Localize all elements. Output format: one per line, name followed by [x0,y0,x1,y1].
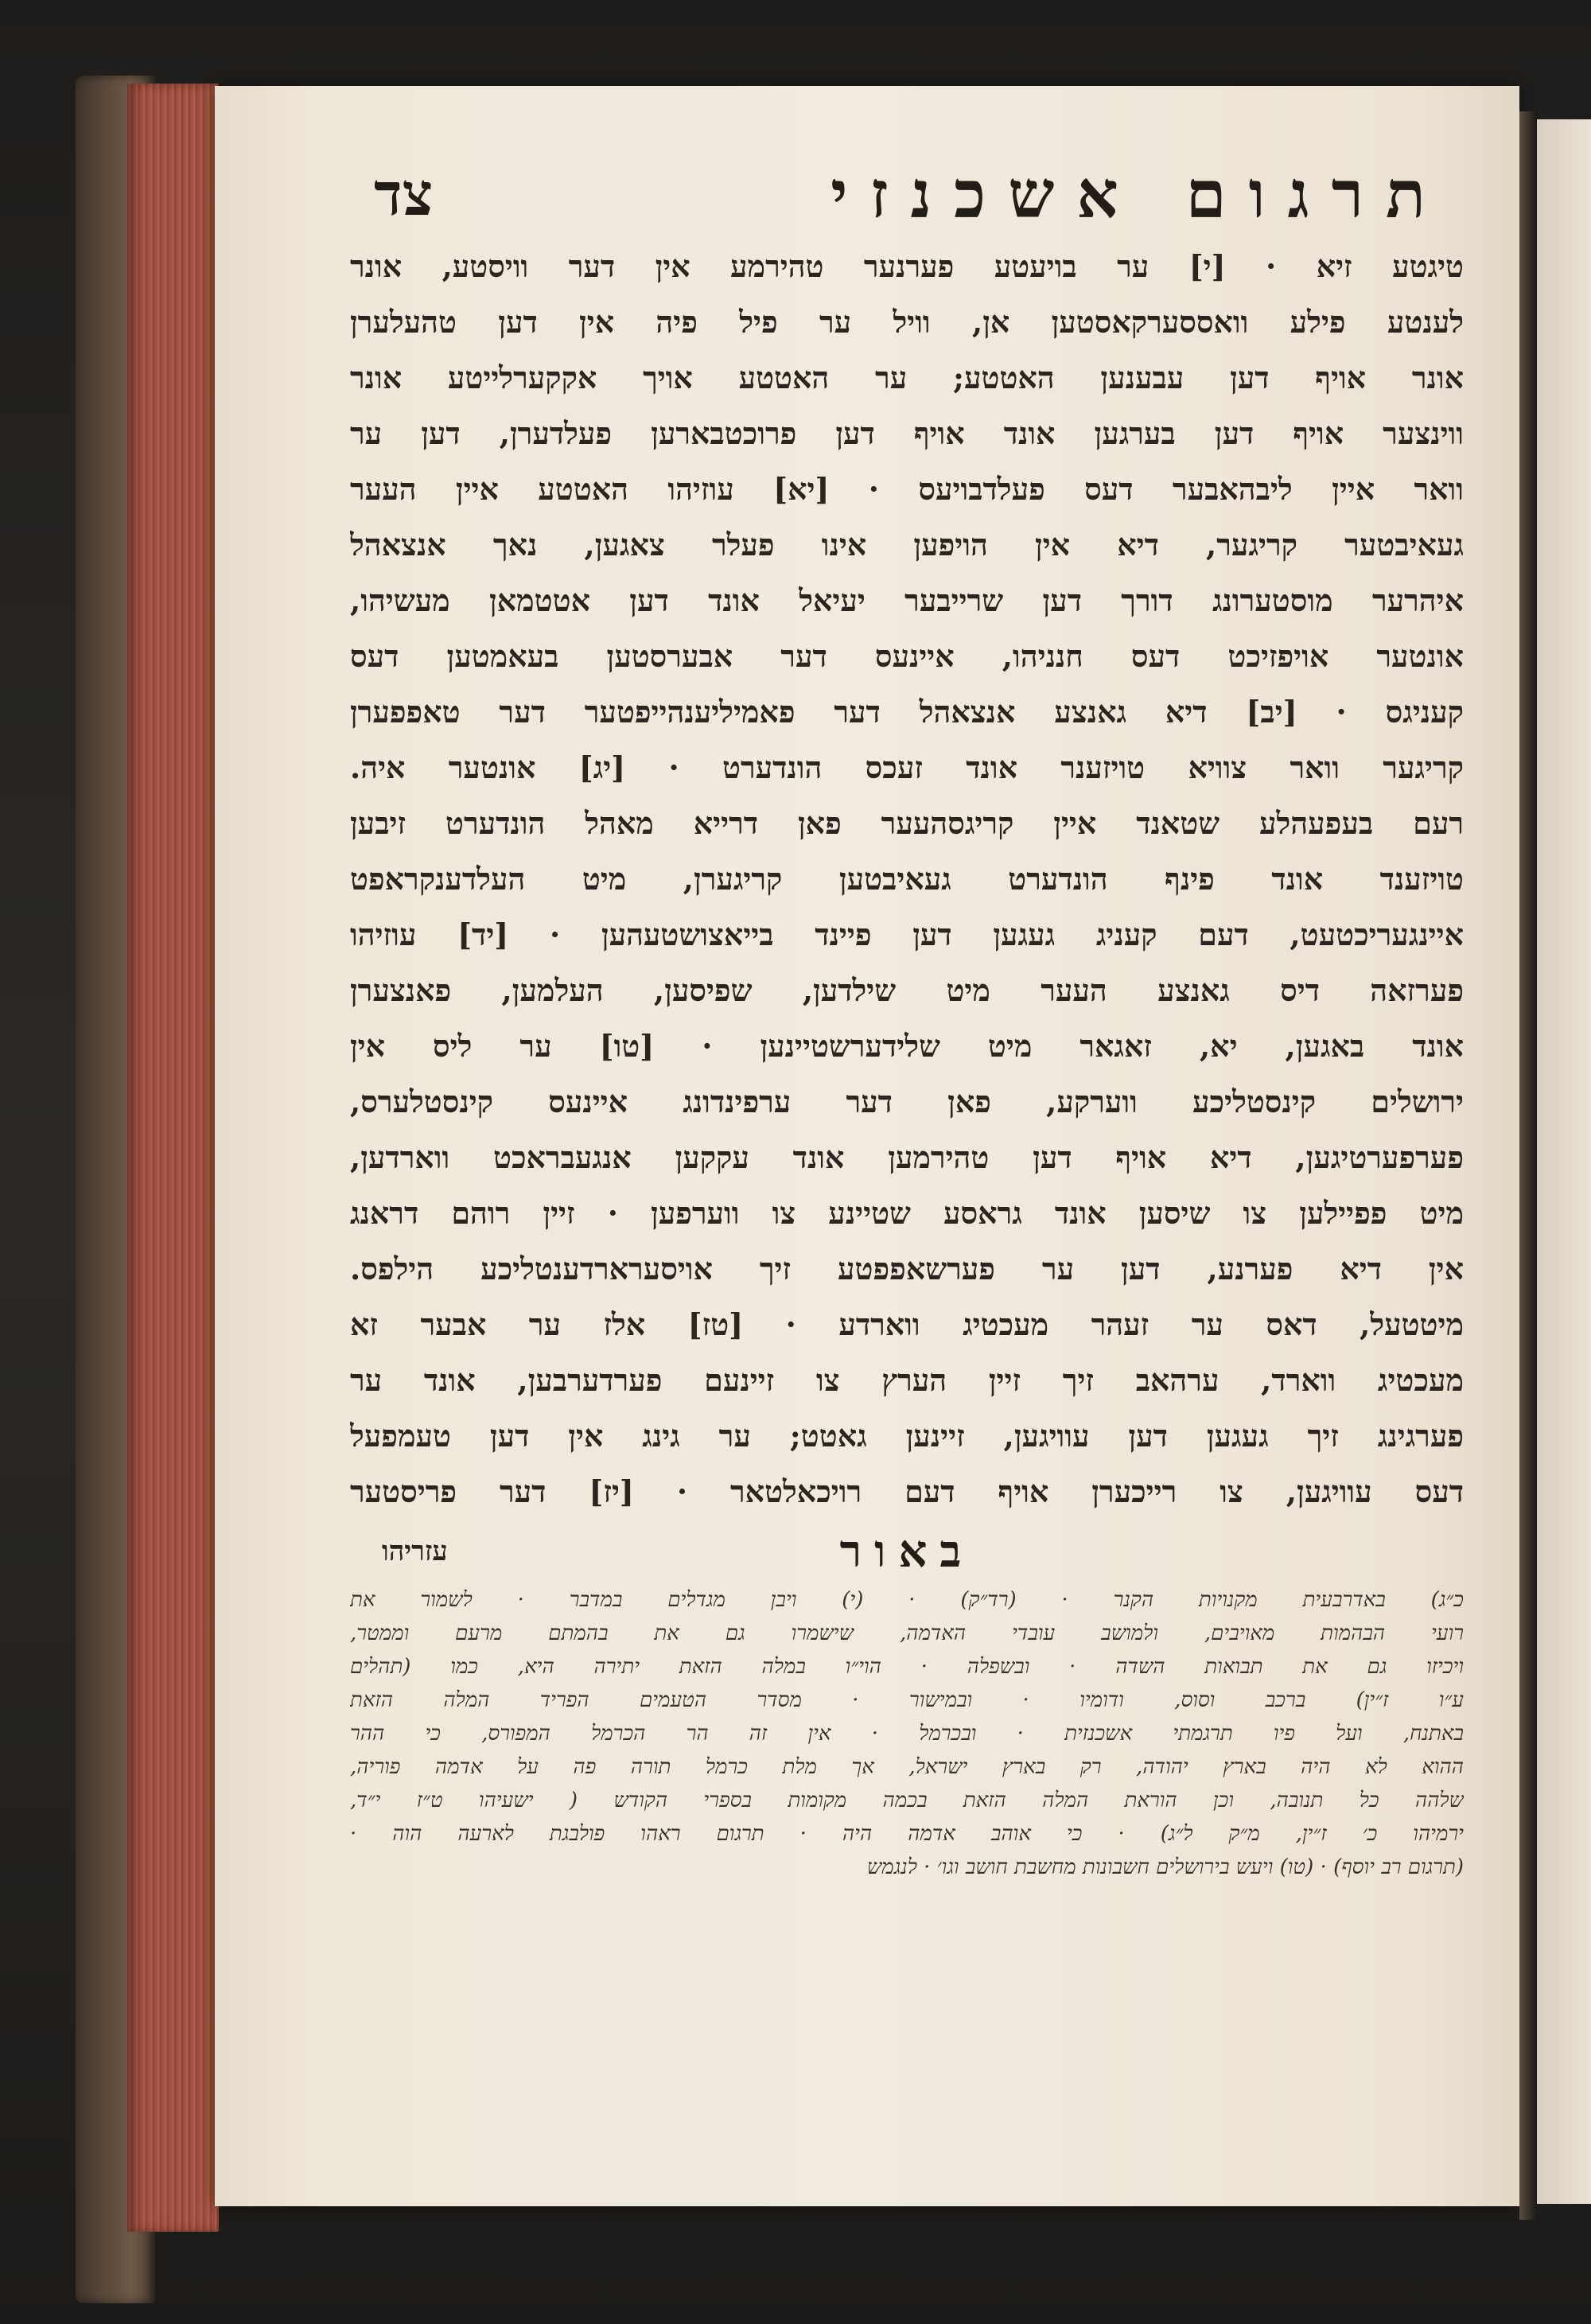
text-line: אין דיא פערנע, דען ער פערשאפפטע זיך אויסערארדענטליכע הילפס. [350,1251,1464,1287]
page-header [350,151,1464,239]
commentary-line: (תרגום רב יוסף) · (טו) ויעש בירושלים חשבונות מחשבת חושב וגו׳ · לנגמש [866,1855,1464,1879]
text-line: דעס עוויגען, צו רייכערן אויף דעם רויכאלטאר · [יז] דער פריסטער [350,1473,1464,1509]
commentary-line: כ״ג) באדרבעית מקנויות הקנר · (רד״ק) · (י) ויבן מגדלים במדבר · לשמור את [350,1588,1464,1612]
commentary-header [350,1520,1464,1583]
text-line: אונטער אויפזיכט דעס חנניהו, איינעס דער אבערסטען בעאמטען דעס [350,638,1464,674]
commentary-line: רועי הבהמות מאויבים, ולמושב עובדי האדמה, שישמרו גם את בהמתם מרעם וממטר, [350,1621,1464,1645]
running-title: תרגום אשכנזי [831,157,1448,233]
text-line: מעכטיג ווארד, ערהאב זיך זיין הערץ צו זיינעם פערדערבען, אונד ער [350,1362,1464,1398]
commentary-text [350,1583,1464,1884]
text-line: פערזאה דיס גאנצע העער מיט שילדען, שפיסען, העלמען, פאנצערן [350,972,1464,1008]
text-line: אונר אויף דען עבענען האטטע; ער האטטע אויך אקקערלייטע אונר [350,360,1464,395]
text-line: טיגטע זיא · [י] ער בויעטע פערנער טהירמע אין דער וויסטע, אונר [350,248,1464,284]
commentary-line: שלהה כל תנובה, וכן הוראת המלה הזאת בכמה מקומות בספרי הקודש ( ישעיהו ט״ז י״ד, [350,1789,1464,1812]
page-edges [127,84,219,2232]
text-line: איינגעריכטעט, דעם קעניג געגען דען פיינד בייאצושטעהען · [יד] עוזיהו [350,917,1464,952]
commentary-line: ההוא לא היה בארץ יהודה, רק בארץ ישראל, אך מלת כרמל תורה פה על אדמה פוריה, [350,1755,1464,1779]
text-line: רעם בעפעהלע שטאנד איין קריגסהעער פאן דרייא מאהל הונדערט זיבען [350,805,1464,841]
commentary-line: ירמיהו כ׳ ז״ין, מ״ק ל״ג) · כי אוהב אדמה היה · תרגום ראהו פולבגת לארעה הוה · [350,1822,1464,1846]
text-line: טויזענד אונד פינף הונדערט געאיבטען קריגערן, מיט העלדענקראפט [350,861,1464,897]
text-line: ווינצער אויף דען בערגען אונד אויף דען פרוכטבארען פעלדערן, דען ער [350,415,1464,451]
commentary-title: באור [839,1525,974,1578]
book-gutter [1519,111,1537,2220]
text-line: פערפערטיגען, דיא אויף דען טהירמען אונד עקקען אנגעבראכט ווארדען, [350,1139,1464,1175]
facing-page-edge [1537,119,1591,2204]
catchword: עזריהו [382,1536,448,1567]
text-line: קעניגס · [יב] דיא גאנצע אנצאהל דער פאמיליענהייפטער דער טאפפערן [350,694,1464,730]
text-line: ירושלים קינסטליכע ווערקע, פאן דער ערפינדונג איינעס קינסטלערס, [350,1084,1464,1119]
text-line: מיט פפיילען צו שיסען אונד גראסע שטיינע צו ווערפען · זיין רוהם דראנג [350,1195,1464,1231]
text-line: געאיבטער קריגער, דיא אין הויפען אינו פעלר צאגען, נאך אנצאהל [350,527,1464,563]
page-number: צד [374,160,434,229]
text-line: לענטע פילע וואססערקאסטען אן, וויל ער פיל פיה אין דען טהעלערן [350,304,1464,340]
main-translation-text [350,239,1464,1520]
page-content [350,151,1464,1884]
text-line: וואר איין ליבהאבער דעס פעלדבויעס · [יא] עוזיהו האטטע איין העער [350,471,1464,507]
text-line: מיטטעל, דאס ער זעהר מעכטיג ווארדע · [טז] אלז ער אבער זא [350,1306,1464,1342]
commentary-line: באתנח, ועל פיו תרגמתי אשכנזית · ובכרמל · אין זה הר הכרמל המפורס, כי ההר [350,1722,1464,1746]
text-line: קריגער וואר צוויא טויזענר אונד זעכס הונדערט · [יג] אונטער איה. [350,749,1464,785]
text-line: אונד באגען, יא, זאגאר מיט שלידערשטיינען · [טו] ער ליס אין [350,1028,1464,1064]
text-line: איהרער מוסטערונג דורך דען שרייבער יעיאל אונד דען אטטמאן מעשיהו, [350,582,1464,618]
commentary-line: ע״ו ז״ין) ברכב וסוס, ודומיו · ובמישור · מסדר הטעמים הפריד המלה הזאת [350,1688,1464,1712]
text-line: פערגינג זיך געגען דען עוויגען, זיינען גאטט; ער גינג אין דען טעמפעל [350,1418,1464,1454]
commentary-line: ויכיזו גם את תבואות השדה · ובשפלה · הוי״ו במלה הזאת יתירה היא, כמו (תהלים [350,1655,1464,1679]
